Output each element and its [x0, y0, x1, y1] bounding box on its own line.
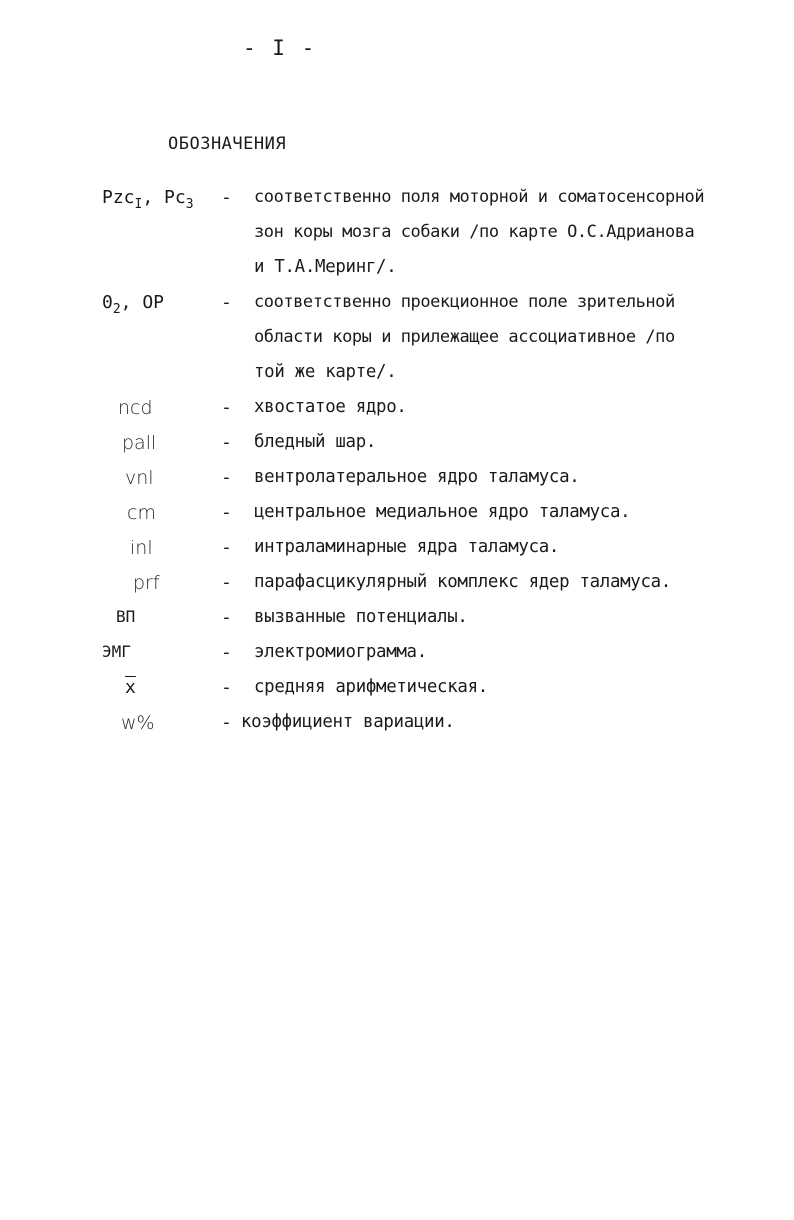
glossary-definition: вентролатеральное ядро таламуса.	[254, 467, 580, 487]
glossary-entry	[0, 502, 794, 532]
glossary-dash: -	[221, 292, 232, 313]
glossary-entry-continuation	[0, 257, 794, 287]
glossary-entry	[0, 677, 794, 707]
glossary-definition: той же карте/.	[254, 362, 397, 382]
glossary-definition: парафасцикулярный комплекс ядер таламуса.	[254, 572, 671, 592]
glossary-definition: зон коры мозга собаки /по карте О.С.Адрианова	[254, 222, 695, 242]
page-number: - I -	[243, 36, 317, 60]
glossary-definition: средняя арифметическая.	[254, 677, 488, 697]
glossary-term: cm	[127, 502, 156, 524]
glossary-term: ЭМГ	[102, 642, 131, 661]
glossary-entry	[0, 642, 794, 672]
glossary-term: $\overline{x}$	[125, 677, 136, 698]
glossary-definition: центральное медиальное ядро таламуса.	[254, 502, 631, 522]
glossary-dash: -	[221, 712, 232, 733]
glossary-entry	[0, 572, 794, 602]
glossary-entry	[0, 432, 794, 462]
glossary-dash: -	[221, 467, 232, 488]
glossary-dash: -	[221, 432, 232, 453]
glossary-entry	[0, 292, 794, 322]
glossary-term: inl	[130, 537, 153, 559]
glossary-definition: электромиограмма.	[254, 642, 427, 662]
glossary-dash: -	[221, 537, 232, 558]
glossary-term: Pzc$_I$, $Pc_3$	[102, 187, 194, 212]
glossary-dash: -	[221, 607, 232, 628]
glossary-term: prf	[133, 572, 160, 594]
glossary-definition: и Т.А.Меринг/.	[254, 257, 397, 277]
glossary-definition: бледный шар.	[254, 432, 377, 452]
glossary-term: vnl	[125, 467, 154, 489]
glossary-entry-continuation	[0, 362, 794, 392]
glossary-term: $0_2$, OP	[102, 292, 165, 317]
glossary-dash: -	[221, 397, 232, 418]
glossary-entry	[0, 187, 794, 217]
glossary-dash: -	[221, 642, 232, 663]
glossary-definition: вызванные потенциалы.	[254, 607, 468, 627]
glossary-dash: -	[221, 677, 232, 698]
glossary-term: pall	[122, 432, 157, 454]
glossary-entry	[0, 607, 794, 637]
glossary-definition: коэффициент вариации.	[241, 712, 455, 732]
glossary-term: ncd	[118, 397, 153, 419]
glossary-entry	[0, 712, 794, 742]
glossary-term: ВП	[116, 607, 136, 626]
glossary-dash: -	[221, 502, 232, 523]
glossary-definition: соответственно поля моторной и соматосенсорной	[254, 187, 705, 207]
glossary-entry-continuation	[0, 327, 794, 357]
glossary-definition: хвостатое ядро.	[254, 397, 407, 417]
glossary-entry	[0, 397, 794, 427]
glossary-entry	[0, 467, 794, 497]
glossary-entry	[0, 537, 794, 567]
glossary-dash: -	[221, 572, 232, 593]
glossary-entry-continuation	[0, 222, 794, 252]
page-heading: ОБОЗНАЧЕНИЯ	[168, 134, 287, 154]
glossary-term: w%	[121, 712, 155, 734]
glossary-dash: -	[221, 187, 232, 208]
glossary-definition: соответственно проекционное поле зрительной	[254, 292, 675, 312]
glossary-definition: интраламинарные ядра таламуса.	[254, 537, 560, 557]
glossary-definition: области коры и прилежащее ассоциативное /по	[254, 327, 675, 347]
